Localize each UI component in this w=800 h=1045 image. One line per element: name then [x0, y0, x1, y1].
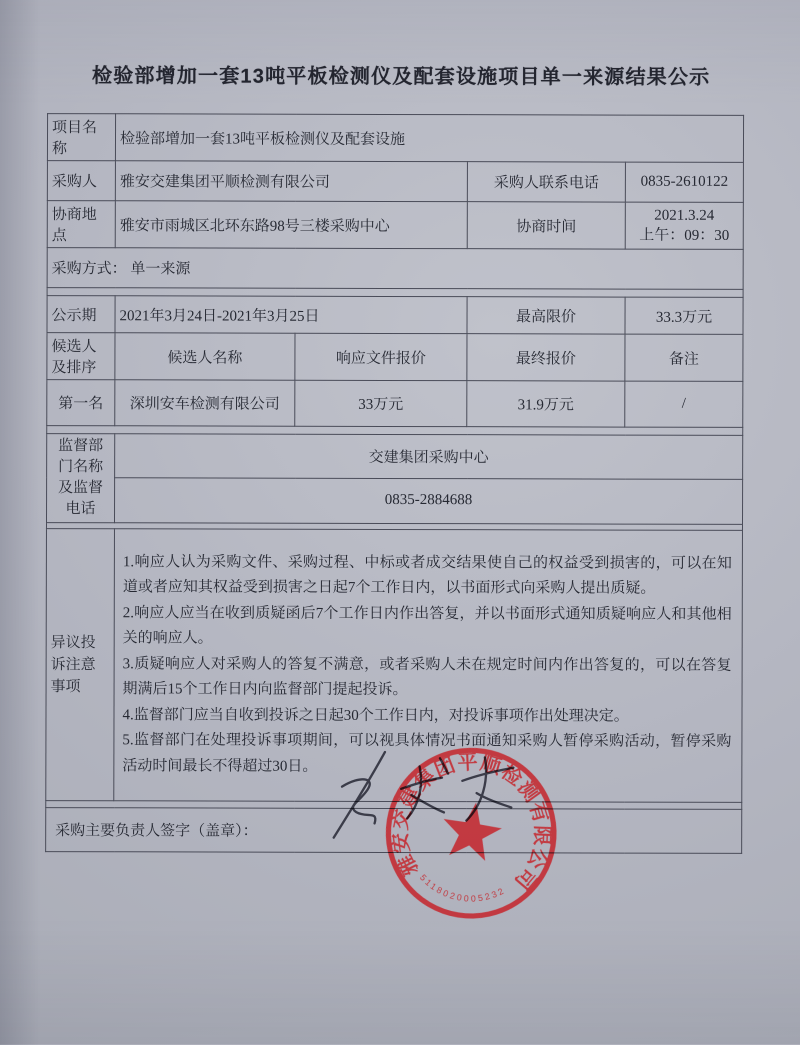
signature-label: 采购主要负责人签字（盖章）：	[46, 808, 742, 854]
time-value	[625, 202, 743, 249]
notice-item-5: 5.监督部门在处理投诉事项期间，可以视具体情况书面通知采购人暂停采购活动，暂停采购活动时间最长不得超过30日。	[122, 732, 732, 775]
table-row	[47, 296, 743, 335]
supervisor-row-2	[46, 477, 742, 524]
venue-value: 雅安市雨城区北环东路98号三楼采购中心	[115, 201, 467, 249]
notice-row	[46, 529, 743, 803]
notice-label: 异议投诉注意事项	[46, 529, 115, 801]
candidate-row-1	[47, 380, 743, 428]
notice-item-1: 1.响应人认为采购文件、采购过程、中标或者成交结果使自己的权益受到损害的，可以在知道或者应知其权益受到损害之日起7个工作日内，以书面形式向采购人提出质疑。	[122, 554, 732, 597]
supervisor-row-1	[47, 434, 743, 480]
supervisor-label: 监督部门名称及监督电话	[46, 434, 114, 523]
time-label: 协商时间	[467, 202, 625, 249]
purchaser-phone-value: 0835-2610122	[625, 162, 743, 202]
header-candidate-name: 候选人名称	[115, 333, 295, 380]
table-row	[47, 201, 743, 250]
notice-cell	[114, 529, 743, 803]
notice-text	[114, 531, 742, 801]
rank1-label: 第一名	[47, 380, 115, 426]
time-hour: 上午：09：30	[639, 227, 730, 244]
purchaser-value: 雅安交建集团平顺检测有限公司	[115, 161, 467, 202]
publicity-label: 公示期	[47, 296, 115, 333]
time-date: 2021.3.24	[654, 207, 715, 224]
table-row	[47, 248, 743, 290]
header-doc-price: 响应文件报价	[295, 333, 467, 380]
method-cell	[47, 248, 743, 290]
table-row	[47, 161, 743, 203]
rank1-name: 深圳安车检测有限公司	[115, 380, 295, 426]
page-title: 检验部增加一套13吨平板检测仪及配套设施项目单一来源结果公示	[92, 65, 711, 89]
notice-item-2: 2.响应人应当在收到质疑函后7个工作日内作出答复，并以书面形式通知质疑响应人和其他相关的响应人。	[122, 605, 732, 647]
table-row	[47, 114, 743, 163]
max-price-label: 最高限价	[467, 297, 625, 334]
candidates-header-row	[47, 333, 743, 382]
header-remark: 备注	[625, 334, 743, 381]
purchaser-label: 采购人	[47, 161, 115, 201]
candidate-rank-label: 候选人及排序	[47, 333, 115, 380]
supervisor-phone: 0835-2884688	[114, 478, 742, 525]
project-name-value: 检验部增加一套13吨平板检测仪及配套设施	[115, 114, 743, 163]
purchaser-phone-label: 采购人联系电话	[467, 162, 625, 202]
supervisor-name: 交建集团采购中心	[115, 434, 743, 480]
venue-label: 协商地点	[47, 201, 115, 248]
notice-item-4: 4.监督部门应当自收到投诉之日起30个工作日内，对投诉事项作出处理决定。	[122, 707, 629, 725]
rank1-doc-price: 33万元	[295, 380, 467, 426]
publicity-value: 2021年3月24日-2021年3月25日	[115, 296, 467, 334]
notice-item-3: 3.质疑响应人对采购人的答复不满意，或者采购人未在规定时间内作出答复的，可以在答复期满后15个工作日内向监督部门提起投诉。	[122, 656, 732, 699]
announcement-table	[45, 113, 744, 854]
max-price-value: 33.3万元	[625, 297, 743, 334]
stamp-serial-number: 5118020005232	[417, 872, 508, 904]
signature-row	[46, 808, 742, 854]
header-final-price: 最终报价	[467, 334, 625, 381]
rank1-final-price: 31.9万元	[467, 381, 625, 427]
method-label: 采购方式：	[51, 261, 127, 278]
stamp-company-text: 雅安交建集团平顺检测有限公司	[389, 751, 553, 894]
svg-text:5118020005232	[415, 871, 508, 909]
method-value: 单一来源	[130, 261, 191, 278]
project-name-label: 项目名称	[47, 114, 115, 161]
rank1-remark: /	[625, 381, 743, 427]
